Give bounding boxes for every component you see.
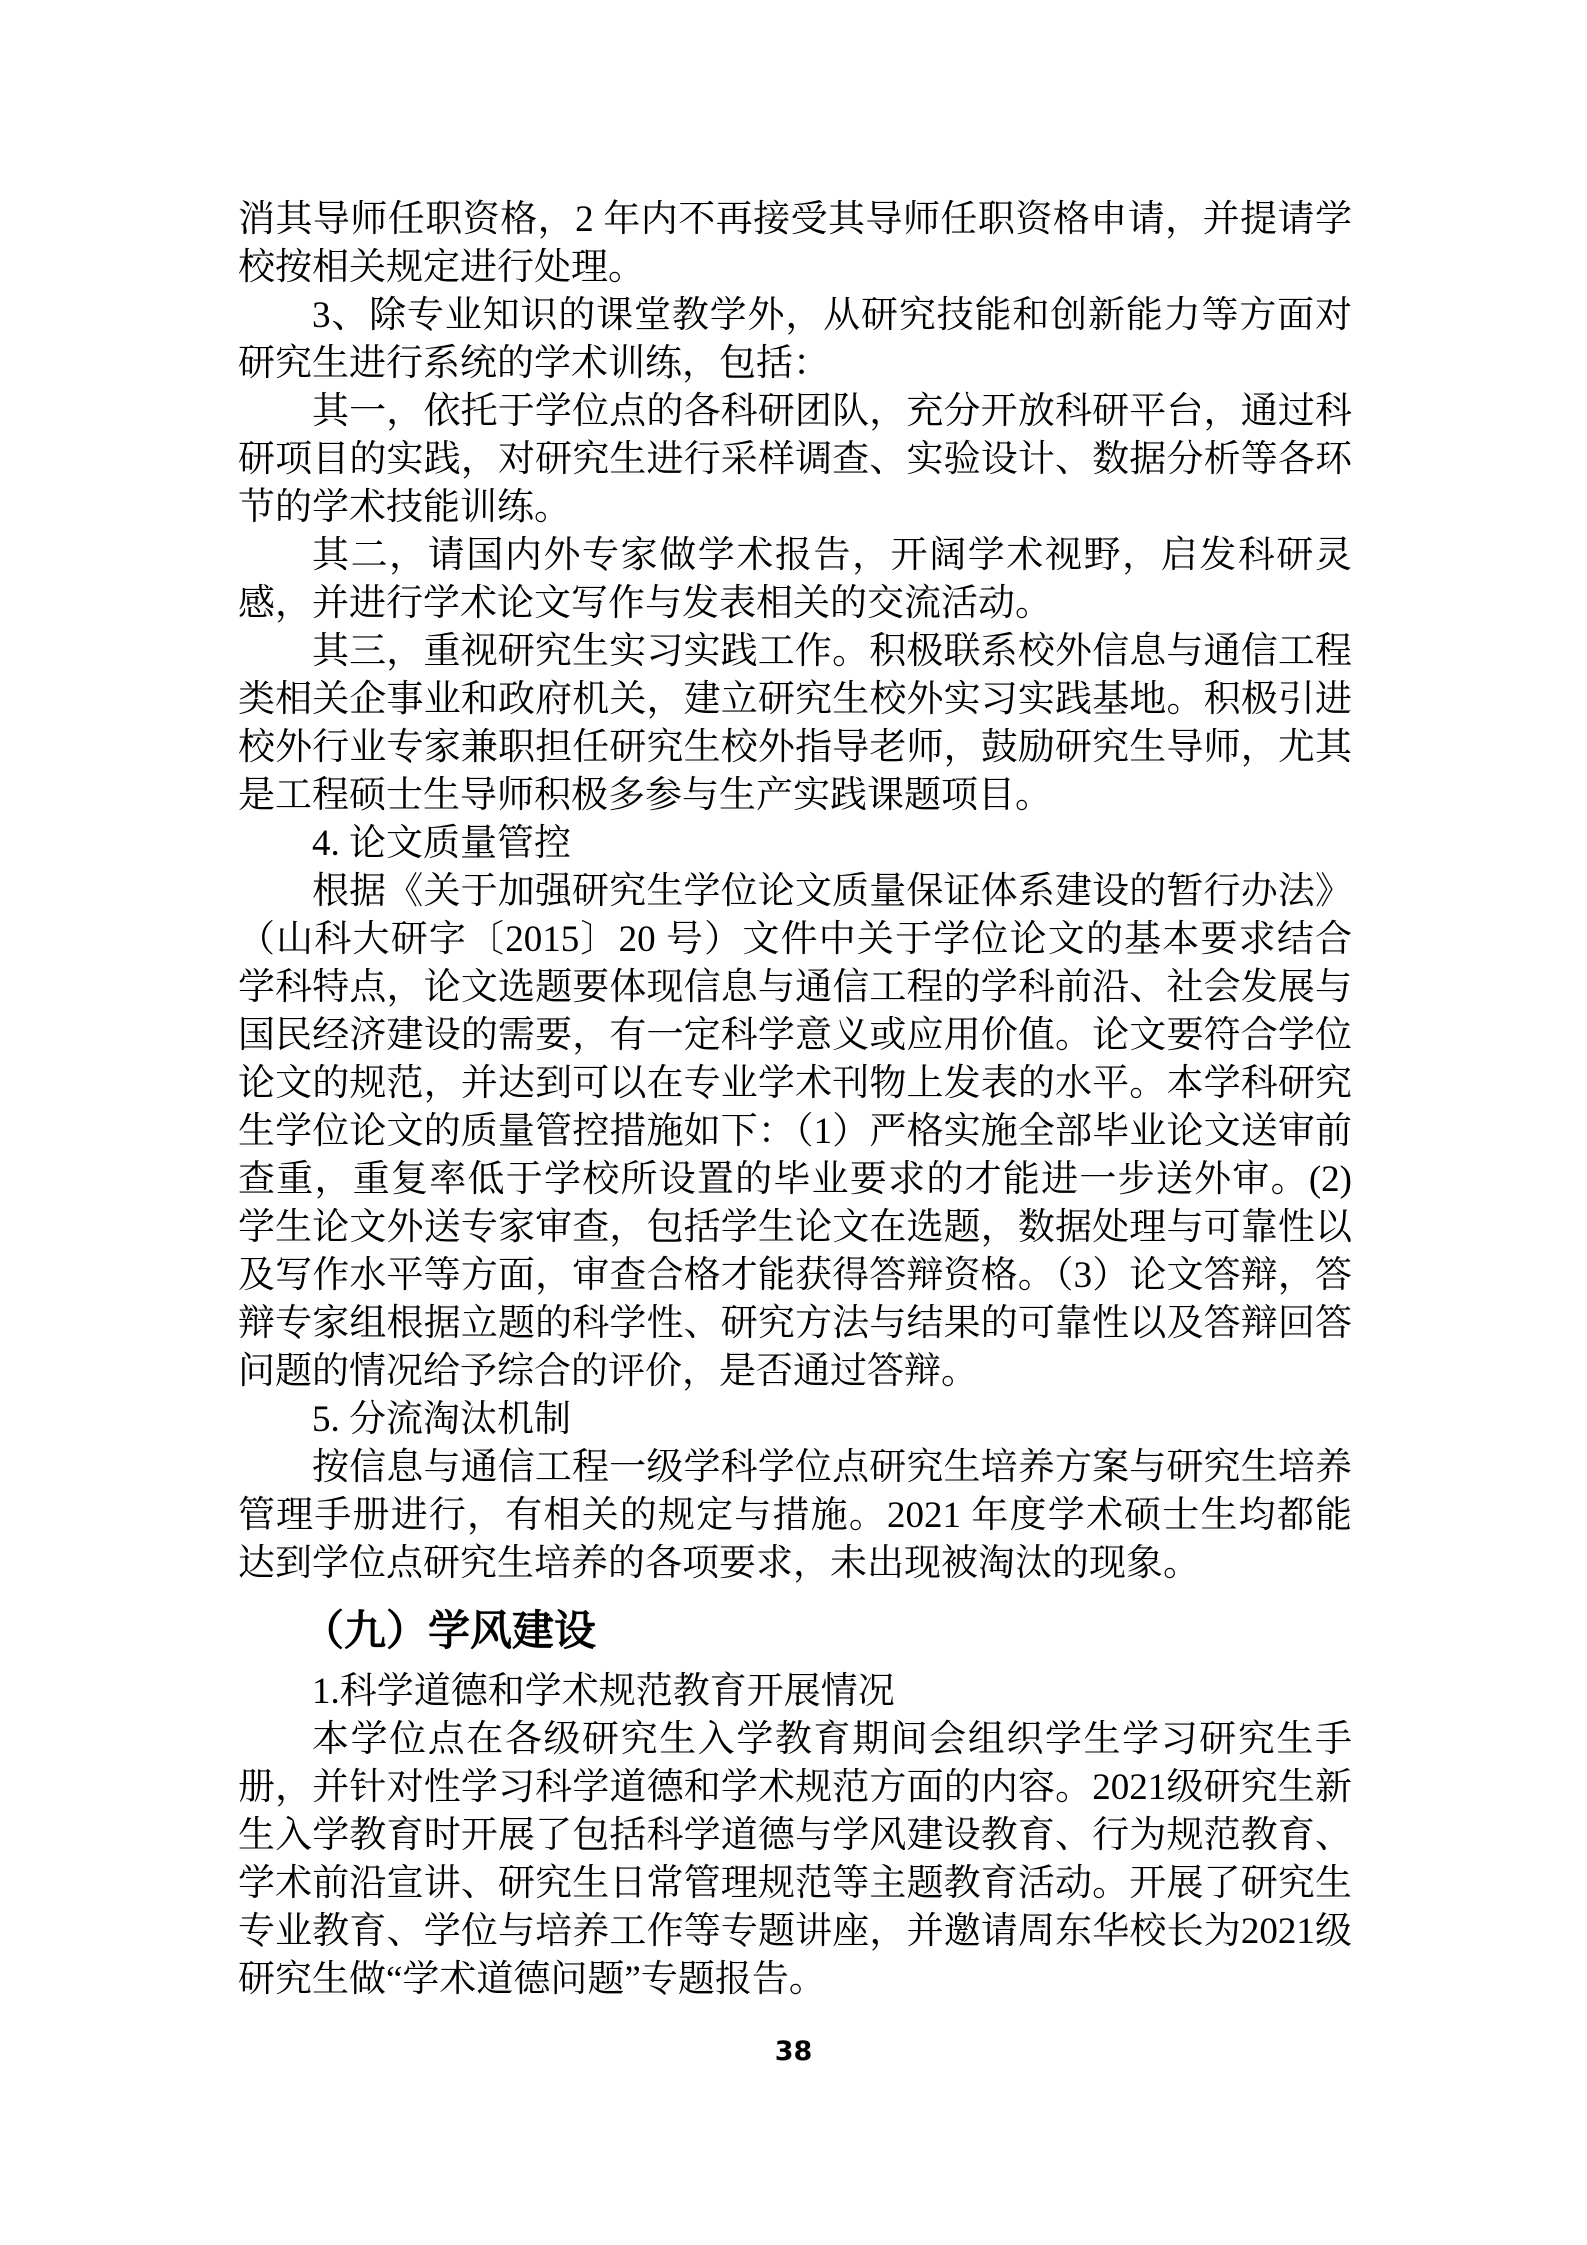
paragraph: 其一，依托于学位点的各科研团队，充分开放科研平台，通过科研项目的实践，对研究生进行采样调查、实验设计、数据分析等各环节的学术技能训练。 — [238, 391, 1352, 528]
paragraph-numbered-item: 4. 论文质量管控 — [312, 823, 571, 864]
paragraph: 本学位点在各级研究生入学教育期间会组织学生学习研究生手册，并针对性学习科学道德和学术规范方面的内容。2021级研究生新生入学教育时开展了包括科学道德与学风建设教育、行为规范教育、学术前沿宣讲、研究生日常管理规范等主题教育活动。开展了研究生专业教育、学位与培养工作等专题讲座，并邀请周东华校长为2021级研究生做“学术道德问题”专题报告。 — [238, 1719, 1352, 2000]
paragraph: 消其导师任职资格，2 年内不再接受其导师任职资格申请，并提请学校按相关规定进行处理。 — [238, 199, 1352, 288]
paragraph-numbered-item: 5. 分流淘汰机制 — [312, 1399, 571, 1440]
paragraph: 根据《关于加强研究生学位论文质量保证体系建设的暂行办法》（山科大研字〔2015〕20 号）文件中关于学位论文的基本要求结合学科特点，论文选题要体现信息与通信工程的学科前沿、社会发展与国民经济建设的需要，有一定科学意义或应用价值。论文要符合学位论文的规范，并达到可以在专业学术刊物上发表的水平。本学科研究生学位论文的质量管控措施如下：（1）严格实施全部毕业论文送审前查重，重复率低于学校所设置的毕业要求的才能进一步送外审。(2)学生论文外送专家审查，包括学生论文在选题，数据处理与可靠性以及写作水平等方面，审查合格才能获得答辩资格。（3）论文答辩，答辩专家组根据立题的科学性、研究方法与结果的可靠性以及答辩回答问题的情况给予综合的评价，是否通过答辩。 — [238, 871, 1352, 1392]
section-heading: （九）学风建设 — [302, 1609, 597, 1655]
page-number: 38 — [774, 2036, 813, 2067]
paragraph: 其二，请国内外专家做学术报告，开阔学术视野，启发科研灵感，并进行学术论文写作与发表相关的交流活动。 — [238, 535, 1352, 624]
text-block — [238, 196, 1352, 2004]
paragraph-numbered-item: 1.科学道德和学术规范教育开展情况 — [312, 1671, 895, 1712]
paragraph: 3、除专业知识的课堂教学外，从研究技能和创新能力等方面对研究生进行系统的学术训练，包括： — [238, 295, 1352, 384]
paragraph: 其三，重视研究生实习实践工作。积极联系校外信息与通信工程类相关企事业和政府机关，建立研究生校外实习实践基地。积极引进校外行业专家兼职担任研究生校外指导老师，鼓励研究生导师，尤其是工程硕士生导师积极多参与生产实践课题项目。 — [238, 631, 1352, 816]
paragraph: 按信息与通信工程一级学科学位点研究生培养方案与研究生培养管理手册进行，有相关的规定与措施。2021 年度学术硕士生均都能达到学位点研究生培养的各项要求，未出现被淘汰的现象。 — [238, 1447, 1352, 1584]
